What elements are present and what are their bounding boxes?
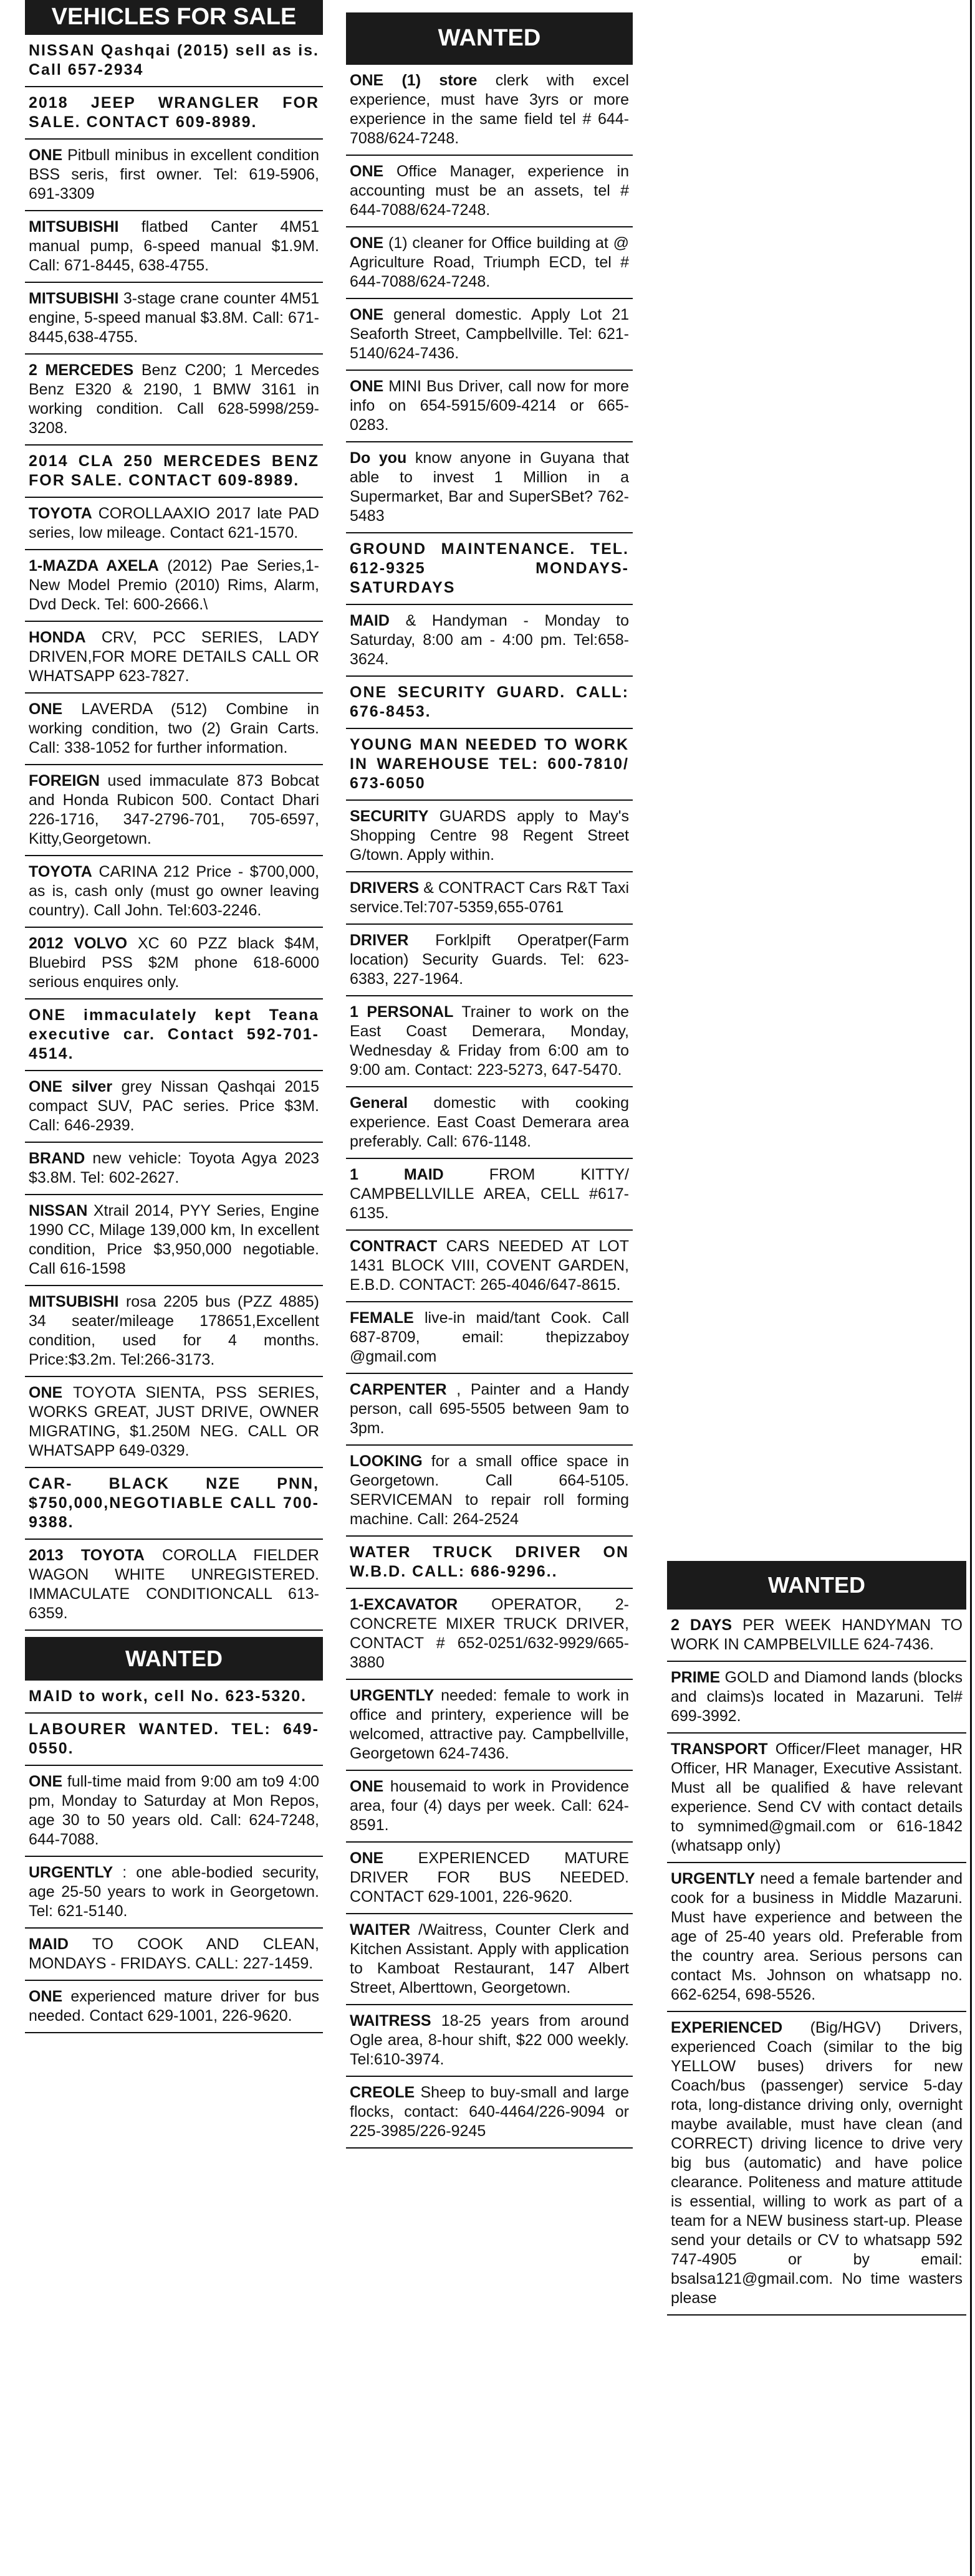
ad-lead: 2 DAYS	[671, 1616, 732, 1634]
ad-lead: MAID to work, cell No. 623-5320.	[29, 1687, 307, 1705]
ad-body: experienced mature driver for bus needed. Contact 629-1001, 226-9620.	[29, 1987, 320, 2025]
classified-ad	[346, 872, 633, 925]
ad-body: TO COOK AND CLEAN, MONDAYS - FRIDAYS. CALL: 227-1459.	[29, 1935, 320, 1972]
ad-lead: ONE (1) store	[350, 71, 478, 89]
classified-ad	[346, 925, 633, 996]
classified-ad	[25, 1468, 323, 1540]
ad-lead: General	[350, 1094, 408, 1112]
classified-ad	[25, 1766, 323, 1857]
ad-body: Sheep to buy-small and large flocks, contact: 640-4464/226-9094 or 225-3985/226-9245	[350, 2083, 629, 2140]
ad-body: : one able-bodied security, age 25-50 years to work in Georgetown. Tel: 621-5140.	[29, 1863, 319, 1920]
classified-ad	[25, 35, 323, 87]
classified-ad	[25, 999, 323, 1071]
ad-body: (2012) Pae Series,1- New Model Premio (2010) Rims, Alarm, Dvd Deck. Tel: 600-2666.\	[29, 556, 319, 613]
wanted-ads-list-col1	[25, 1681, 323, 2033]
ad-lead: 1-EXCAVATOR	[350, 1595, 458, 1613]
ad-lead: ONE	[29, 1383, 63, 1401]
ad-body: Trainer to work on the East Coast Demerara, Monday, Wednesday & Friday from 6:00 am to 9:00 am. Contact: 223-5273, 647-5470.	[350, 1003, 629, 1079]
ad-lead: URGENTLY	[350, 1686, 435, 1704]
classified-ad	[25, 694, 323, 765]
ad-lead: WATER TRUCK DRIVER ON W.B.D. CALL: 686-9296..	[350, 1543, 629, 1580]
ad-lead: DRIVER	[350, 931, 409, 949]
classified-ad	[346, 1914, 633, 2005]
classified-ad	[25, 928, 323, 999]
ad-body: Forklpift Operatper(Farm location) Security Guards. Tel: 623-6383, 227-1964.	[350, 931, 630, 988]
ad-lead: LOOKING	[350, 1452, 423, 1470]
classified-ad	[25, 1929, 323, 1981]
classified-ad	[25, 1681, 323, 1714]
classified-ad	[346, 1537, 633, 1589]
ad-body: PER WEEK HANDYMAN TO WORK IN CAMPBELVILLE 624-7436.	[671, 1616, 963, 1653]
ad-body: TOYOTA SIENTA, PSS SERIES, WORKS GREAT, JUST DRIVE, OWNER MIGRATING, $1.250M NEG. CALL OR WHATSAPP 649-0329.	[29, 1383, 319, 1459]
classified-ad	[346, 533, 633, 605]
classified-ad	[25, 140, 323, 211]
ad-body: live-in maid/tant Cook. Call 687-8709, email: thepizzaboy @gmail.com	[350, 1309, 629, 1365]
ad-lead: MITSUBISHI	[29, 217, 119, 236]
ad-lead: TRANSPORT	[671, 1740, 768, 1758]
ad-body: used immaculate 873 Bobcat and Honda Rubicon 500. Contact Dhari 226-1716, 347-2796-701, 705-6597, Kitty,Georgetown.	[29, 771, 319, 847]
classified-ad	[346, 996, 633, 1087]
classified-ad	[346, 2005, 633, 2077]
ad-lead: TOYOTA	[29, 504, 92, 522]
classified-ad	[25, 1981, 323, 2033]
ad-body: MINI Bus Driver, call now for more info on 654-5915/609-4214 or 665-0283.	[350, 377, 629, 434]
ad-lead: WAITER	[350, 1920, 411, 1939]
classified-ad	[346, 2077, 633, 2149]
ad-body: know anyone in Guyana that able to invest 1 Million in a Supermarket, Bar and SuperSBet? 762-5483	[350, 449, 630, 525]
ad-lead: ONE	[29, 1772, 63, 1790]
ad-body: COROLLAAXIO 2017 late PAD series, low mileage. Contact 621-1570.	[29, 504, 319, 541]
ad-body: needed: female to work in office and printery, experience will be welcomed, attractive pay. Campbellville, Georgetown 624-7436.	[350, 1686, 629, 1762]
wanted-banner-col2: WANTED	[346, 12, 633, 65]
ad-body: (1) cleaner for Office building at @ Agriculture Road, Triumph ECD, tel # 644-7088/624-7248.	[350, 234, 630, 290]
classified-ad	[25, 622, 323, 694]
classified-ad	[25, 355, 323, 446]
classified-ad	[346, 299, 633, 371]
ad-lead: CAR- BLACK NZE PNN, $750,000,NEGOTIABLE CALL 700-9388.	[29, 1474, 319, 1531]
classified-ad	[25, 765, 323, 856]
ad-lead: GROUND MAINTENANCE. TEL. 612-9325 MONDAYS-SATURDAYS	[350, 540, 629, 596]
ad-lead: ONE	[350, 1849, 384, 1867]
classified-ad	[346, 65, 633, 156]
ad-lead: HONDA	[29, 628, 86, 646]
ad-body: GOLD and Diamond lands (blocks and claims)s located in Mazaruni. Tel# 699-3992.	[671, 1668, 963, 1725]
ad-lead: ONE	[350, 162, 384, 180]
ad-lead: NISSAN	[29, 1201, 88, 1219]
classified-ad	[346, 605, 633, 677]
ad-body: housemaid to work in Providence area, four (4) days per week. Call: 624-8591.	[350, 1777, 629, 1834]
ad-body: XC 60 PZZ black $4M, Bluebird PSS $2M phone 618-6000 serious enquires only.	[29, 934, 319, 991]
ad-body: GUARDS apply to May's Shopping Centre 98 Regent Street G/town. Apply within.	[350, 807, 629, 864]
classified-ad	[25, 1143, 323, 1195]
classified-ad	[25, 498, 323, 550]
ad-body: LAVERDA (512) Combine in working condition, two (2) Grain Carts. Call: 338-1052 for further information.	[29, 700, 319, 756]
ad-lead: MITSUBISHI	[29, 1292, 119, 1310]
classified-ad	[25, 87, 323, 140]
ad-lead: 1 PERSONAL	[350, 1003, 454, 1021]
classified-ad	[25, 1857, 323, 1929]
ad-lead: 1 MAID	[350, 1165, 444, 1183]
ad-body: clerk with excel experience, must have 3yrs or more experience in the same field tel # 644-7088/624-7248.	[350, 71, 629, 147]
ad-lead: TOYOTA	[29, 862, 92, 880]
classified-ad	[667, 1734, 966, 1863]
classified-ad	[346, 677, 633, 729]
classified-ad	[346, 801, 633, 872]
classified-ad	[346, 1087, 633, 1159]
ad-lead: FEMALE	[350, 1309, 414, 1327]
classified-ad	[25, 1286, 323, 1377]
classified-ad	[346, 1680, 633, 1771]
ad-lead: ONE silver	[29, 1077, 113, 1095]
ad-lead: ONE	[29, 700, 63, 718]
classified-ad	[25, 1714, 323, 1766]
ad-lead: ONE	[29, 146, 63, 164]
ad-lead: ONE	[350, 1777, 384, 1795]
classified-ad	[346, 1771, 633, 1843]
ad-lead: PRIME	[671, 1668, 721, 1686]
ad-body: FROM KITTY/ CAMPBELLVILLE AREA, CELL #617-6135.	[350, 1165, 630, 1222]
ad-lead: CONTRACT	[350, 1237, 438, 1255]
classified-ad	[25, 283, 323, 355]
ad-body: 3-stage crane counter 4M51 engine, 5-speed manual $3.8M. Call: 671-8445,638-4755.	[29, 289, 320, 346]
classified-ad	[25, 550, 323, 622]
ad-lead: FOREIGN	[29, 771, 100, 789]
ad-lead: CREOLE	[350, 2083, 415, 2101]
ad-lead: ONE SECURITY GUARD. CALL: 676-8453.	[350, 683, 629, 720]
classified-ad	[346, 1589, 633, 1680]
ad-lead: EXPERIENCED	[671, 2018, 783, 2036]
ad-body: CARS NEEDED AT LOT 1431 BLOCK VIII, COVENT GARDEN, E.B.D. CONTACT: 265-4046/647-8615.	[350, 1237, 629, 1294]
ad-lead: ONE immaculately kept Teana executive car. Contact 592-701-4514.	[29, 1006, 319, 1062]
wanted-column-3	[667, 1561, 966, 2316]
classified-ad	[346, 1446, 633, 1537]
ad-lead: DRIVERS	[350, 879, 420, 897]
classified-ad	[346, 729, 633, 801]
ad-body: Office Manager, experience in accounting must be an assets, tel # 644-7088/624-7248.	[350, 162, 629, 219]
classified-ad	[25, 1540, 323, 1631]
classified-ad	[346, 1302, 633, 1374]
ad-body: for a small office space in Georgetown. Call 664-5105. SERVICEMAN to repair roll forming machine. Call: 264-2524	[350, 1452, 629, 1528]
wanted-banner-col3: WANTED	[667, 1561, 966, 1610]
classified-ad	[667, 1662, 966, 1734]
wanted-column-2	[346, 0, 633, 2149]
ad-lead: 1-MAZDA AXELA	[29, 556, 159, 575]
ad-body: Benz C200; 1 Mercedes Benz E320 & 2190, 1 BMW 3161 in working condition. Call 628-5998/259-3208.	[29, 361, 319, 437]
classified-ad	[25, 211, 323, 283]
ad-lead: 2013 TOYOTA	[29, 1546, 145, 1564]
classified-ad	[667, 1863, 966, 2012]
classified-ad	[346, 1159, 633, 1231]
wanted-ads-list-col3	[667, 1610, 966, 2316]
ad-lead: URGENTLY	[29, 1863, 113, 1881]
ad-body: EXPERIENCED MATURE DRIVER FOR BUS NEEDED. CONTACT 629-1001, 226-9620.	[350, 1849, 629, 1906]
ad-body: 18-25 years from around Ogle area, 8-hour shift, $22 000 weekly. Tel:610-3974.	[350, 2011, 629, 2068]
ad-lead: NISSAN Qashqai (2015) sell as is. Call 657-2934	[29, 41, 319, 79]
ad-lead: MITSUBISHI	[29, 289, 119, 307]
vehicles-ads-list	[25, 35, 323, 1631]
classified-ad	[25, 446, 323, 498]
ad-lead: Do you	[350, 449, 407, 467]
ad-body: CARINA 212 Price - $700,000, as is, cash only (must go owner leaving country). Call John. Tel:603-2246.	[29, 862, 319, 919]
ad-body: new vehicle: Toyota Agya 2023 $3.8M. Tel: 602-2627.	[29, 1149, 319, 1186]
wanted-banner-col1: WANTED	[25, 1637, 323, 1681]
ad-lead: 2018 JEEP WRANGLER FOR SALE. CONTACT 609-8989.	[29, 93, 319, 131]
classified-ad	[25, 1071, 323, 1143]
classified-ad	[346, 156, 633, 227]
ad-lead: WAITRESS	[350, 2011, 431, 2030]
ad-body: , Painter and a Handy person, call 695-5505 between 9am to 3pm.	[350, 1380, 629, 1437]
vehicles-column	[25, 0, 323, 2033]
ad-body: Officer/Fleet manager, HR Officer, HR Manager, Executive Assistant. Must all be qualified & have relevant experience. Send CV with contact details to symnimed@gmail.com or 616-1842 (whatsapp only)	[671, 1740, 963, 1854]
ad-body: grey Nissan Qashqai 2015 compact SUV, PAC series. Price $3M. Call: 646-2939.	[29, 1077, 319, 1134]
ad-lead: LABOURER WANTED. TEL: 649-0550.	[29, 1720, 319, 1757]
ad-body: COROLLA FIELDER WAGON WHITE UNREGISTERED. IMMACULATE CONDITIONCALL 613-6359.	[29, 1546, 319, 1622]
classified-ad	[346, 227, 633, 299]
classified-ad	[346, 1231, 633, 1302]
classified-ad	[667, 1610, 966, 1662]
ad-body: & CONTRACT Cars R&T Taxi service.Tel:707-5359,655-0761	[350, 879, 629, 916]
classified-ad	[346, 371, 633, 442]
ad-lead: 2 MERCEDES	[29, 361, 134, 379]
ad-lead: BRAND	[29, 1149, 85, 1167]
ad-lead: ONE	[29, 1987, 63, 2005]
ad-body: Pitbull minibus in excellent condition BSS seris, first owner. Tel: 619-5906, 691-3309	[29, 146, 319, 203]
ad-body: (Big/HGV) Drivers, experienced Coach (similar to the big YELLOW buses) drivers for new Coach/bus (passenger) service 5-day rota, long-distance driving only, overnight maybe available, must have clean (and CORRECT) driving licence to drive very big bus (automatic) and have police clearance. Politeness and mature attitude is essential, willing to work as part of a team for a NEW business start-up. Please send your details or CV to whatsapp 592 747-4905 or by email: bsalsa121@gmail.com. No time wasters please	[671, 2018, 963, 2307]
ad-body: rosa 2205 bus (PZZ 4885) 34 seater/mileage 178651,Excellent condition, used for 4 months. Price:$3.2m. Tel:266-3173.	[29, 1292, 319, 1368]
ad-lead: CARPENTER	[350, 1380, 447, 1398]
ad-lead: MAID	[350, 611, 390, 629]
classified-ad	[25, 856, 323, 928]
ad-body: & Handyman - Monday to Saturday, 8:00 am - 4:00 pm. Tel:658-3624.	[350, 611, 629, 668]
ad-lead: URGENTLY	[671, 1869, 756, 1887]
column-rule-right	[970, 0, 972, 2576]
classified-ad	[667, 2012, 966, 2316]
ad-body: OPERATOR, 2- CONCRETE MIXER TRUCK DRIVER, CONTACT # 652-0251/632-9929/665-3880	[350, 1595, 630, 1671]
ad-lead: ONE	[350, 234, 384, 252]
ad-body: CRV, PCC SERIES, LADY DRIVEN,FOR MORE DETAILS CALL OR WHATSAPP 623-7827.	[29, 628, 319, 685]
ad-body: domestic with cooking experience. East Coast Demerara area preferably. Call: 676-1148.	[350, 1094, 629, 1150]
vehicles-for-sale-banner: VEHICLES FOR SALE	[25, 0, 323, 35]
ad-lead: SECURITY	[350, 807, 429, 825]
ad-lead: ONE	[350, 305, 384, 323]
classified-ad	[346, 442, 633, 533]
ad-body: full-time maid from 9:00 am to9 4:00 pm, Monday to Saturday at Mon Repos, age 30 to 50 years old. Call: 624-7248, 644-7088.	[29, 1772, 320, 1848]
ad-lead: MAID	[29, 1935, 69, 1953]
ad-lead: 2012 VOLVO	[29, 934, 128, 952]
ad-body: Xtrail 2014, PYY Series, Engine 1990 CC, Milage 139,000 km, In excellent condition, Price $3,950,000 negotiable. Call 616-1598	[29, 1201, 319, 1277]
ad-lead: ONE	[350, 377, 384, 395]
wanted-ads-list-col2	[346, 65, 633, 2149]
classified-ad	[25, 1377, 323, 1468]
ad-body: general domestic. Apply Lot 21 Seaforth Street, Campbellville. Tel: 621-5140/624-7436.	[350, 305, 629, 362]
ad-body: need a female bartender and cook for a business in Middle Mazaruni. Must have experience and between the age of 25-40 years old. Preferable from the country area. Serious persons can contact Ms. Johnson on whatsapp no. 662-6254, 698-5526.	[671, 1869, 963, 2003]
classified-ad	[346, 1374, 633, 1446]
ad-lead: 2014 CLA 250 MERCEDES BENZ FOR SALE. CONTACT 609-8989.	[29, 452, 319, 489]
ad-lead: YOUNG MAN NEEDED TO WORK IN WAREHOUSE TEL: 600-7810/ 673-6050	[350, 735, 629, 792]
classified-ad	[346, 1843, 633, 1914]
classified-ad	[25, 1195, 323, 1286]
ad-body: flatbed Canter 4M51 manual pump, 6-speed manual $1.9M. Call: 671-8445, 638-4755.	[29, 217, 319, 274]
ad-body: /Waitress, Counter Clerk and Kitchen Assistant. Apply with application to Kamboat Restaurant, 147 Albert Street, Alberttown, Georgetown.	[350, 1920, 629, 1996]
